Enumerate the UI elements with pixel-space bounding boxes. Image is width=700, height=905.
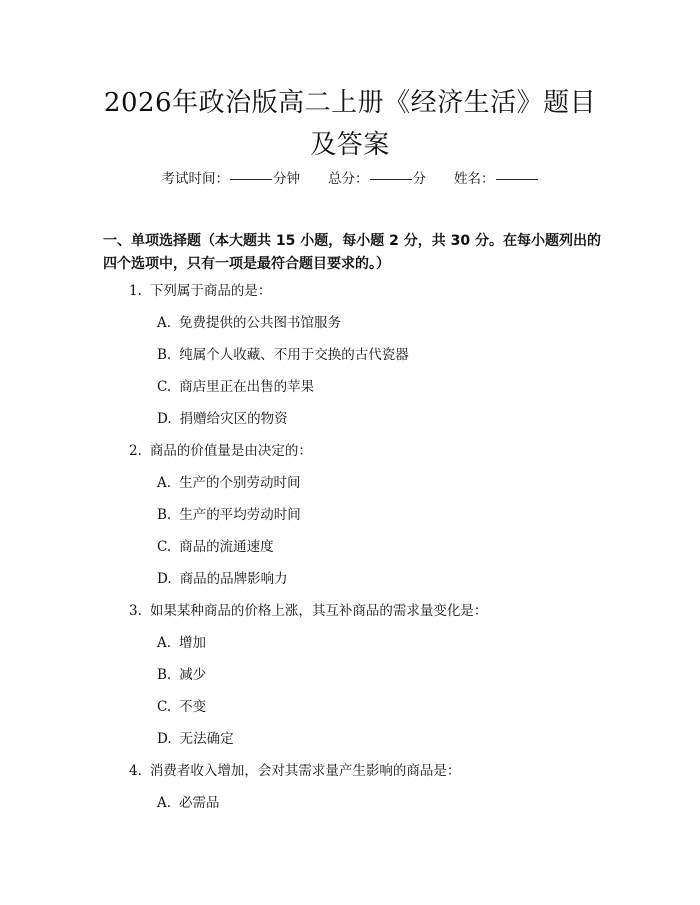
question-1-option-b <box>157 346 409 364</box>
option-text: 生产的平均劳动时间 <box>179 507 301 523</box>
question-3-option-a <box>157 634 206 652</box>
option-text: 纯属个人收藏、不用于交换的古代瓷器 <box>179 347 409 363</box>
option-label: D. <box>157 571 172 587</box>
question-number: 1. <box>129 283 142 299</box>
question-number: 3. <box>129 603 142 619</box>
question-1 <box>129 282 271 300</box>
question-1-option-a <box>157 314 341 332</box>
option-text: 减少 <box>179 667 207 683</box>
question-number: 4. <box>129 763 142 779</box>
option-text: 商品的流通速度 <box>179 539 274 555</box>
option-label: B. <box>157 667 172 683</box>
option-label: C. <box>157 539 172 555</box>
student-name-field <box>454 171 539 187</box>
question-3-option-c <box>157 698 206 716</box>
question-text: 下列属于商品的是： <box>149 283 272 299</box>
option-label: C. <box>157 699 172 715</box>
option-label: D. <box>157 411 172 427</box>
option-text: 生产的个别劳动时间 <box>179 475 301 491</box>
option-label: A. <box>157 795 172 811</box>
question-text: 商品的价值量是由决定的： <box>149 443 312 459</box>
option-text: 捐赠给灾区的物资 <box>179 411 288 427</box>
exam-time-unit: 分钟 <box>273 171 300 187</box>
option-label: C. <box>157 379 172 395</box>
option-label: B. <box>157 347 172 363</box>
question-3-option-b <box>157 666 206 684</box>
exam-info-line <box>0 170 700 188</box>
option-text: 不变 <box>179 699 207 715</box>
option-text: 无法确定 <box>179 731 234 747</box>
question-3 <box>129 602 487 620</box>
option-text: 必需品 <box>179 795 220 811</box>
question-number: 2. <box>129 443 142 459</box>
question-2-option-c <box>157 538 274 556</box>
total-score-unit: 分 <box>412 171 426 187</box>
question-2 <box>129 442 312 460</box>
document-title: 2026年政治版高二上册《经济生活》题目及答案 <box>103 88 597 160</box>
option-label: D. <box>157 731 172 747</box>
question-2-option-a <box>157 474 301 492</box>
total-score-field <box>328 171 426 187</box>
total-score-blank <box>370 179 412 180</box>
question-text: 如果某种商品的价格上涨，其互补商品的需求量变化是： <box>149 603 488 619</box>
student-name-label: 姓名： <box>454 171 495 187</box>
option-text: 商品的品牌影响力 <box>179 571 288 587</box>
option-label: A. <box>157 635 172 651</box>
exam-time-field <box>162 171 301 187</box>
question-1-option-d <box>157 410 288 428</box>
question-1-option-c <box>157 378 314 396</box>
question-4 <box>129 762 460 780</box>
section-heading: 一、单项选择题（本大题共 15 小题，每小题 2 分，共 30 分。在每小题列出的四个选项中，只有一项是最符合题目要求的。） <box>103 233 601 272</box>
option-label: B. <box>157 507 172 523</box>
question-2-option-b <box>157 506 301 524</box>
option-text: 增加 <box>179 635 207 651</box>
student-name-blank <box>496 179 538 180</box>
question-4-option-a <box>157 794 220 812</box>
exam-time-label: 考试时间： <box>161 171 229 187</box>
total-score-label: 总分： <box>328 171 369 187</box>
question-2-option-d <box>157 570 288 588</box>
exam-time-blank <box>230 179 272 180</box>
option-text: 免费提供的公共图书馆服务 <box>179 315 342 331</box>
option-label: A. <box>157 315 172 331</box>
question-3-option-d <box>157 730 234 748</box>
option-text: 商店里正在出售的苹果 <box>179 379 315 395</box>
question-text: 消费者收入增加，会对其需求量产生影响的商品是： <box>149 763 461 779</box>
option-label: A. <box>157 475 172 491</box>
